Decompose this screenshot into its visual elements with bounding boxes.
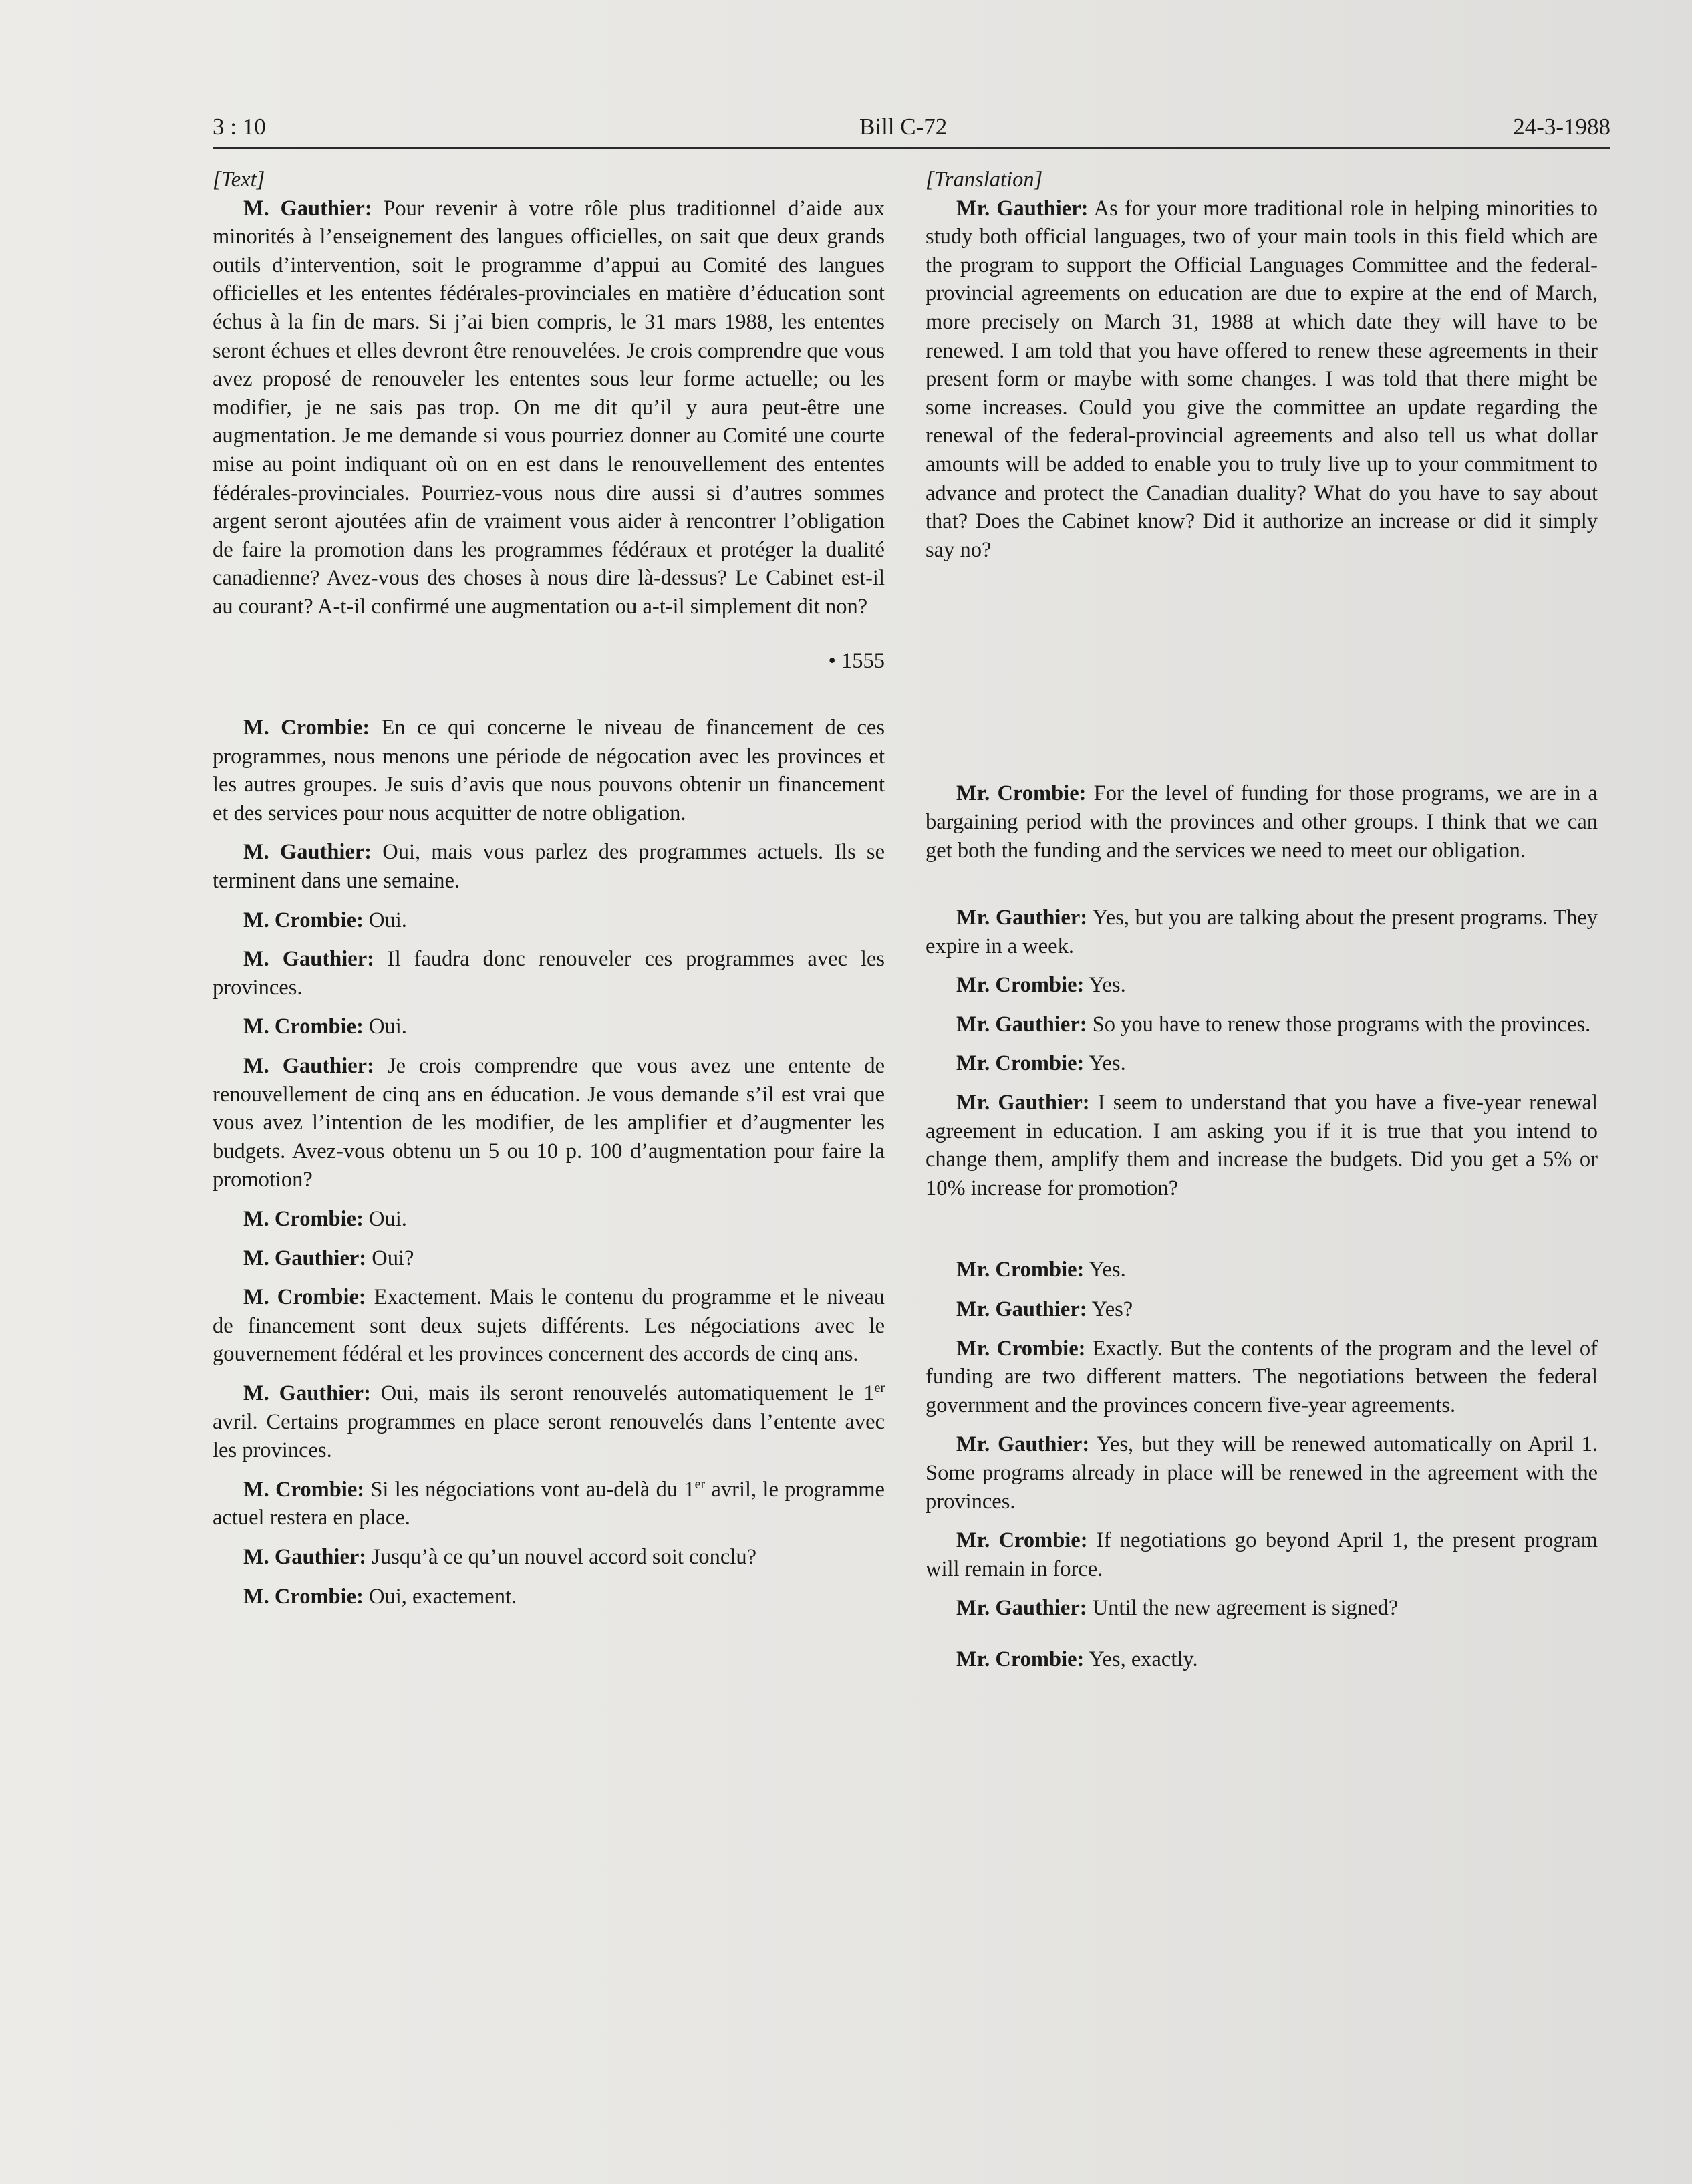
speaker-name: Mr. Crombie:: [956, 1336, 1086, 1361]
column-spacer: [926, 564, 1598, 779]
paragraph-text: avril, le programme actuel restera en place.: [213, 1477, 885, 1530]
speaker-name: Mr. Crombie:: [956, 1258, 1085, 1282]
paragraph-text: As for your more traditional role in helping minorities to study both official languages, two of your main tools in this field which are the program to support the Official Languages Committee and the federal-provincial agreements on education are due to expire at the end of March, more precisely on March 31, 1988 at which date they will have to be renewed. I am told that you have offered to renew these agreements in their present form or maybe with some changes. I was told that there might be some increases. Could you give the committee an update regarding the renewal of the federal-provincial agreements and also tell us what dollar amounts will be added to enable you to truly live up to your commitment to advance and protect the Canadian duality? What do you have to say about that? Does the Cabinet know? Did it authorize an increase or did it simply say no?: [926, 196, 1598, 562]
french-column: [213, 166, 885, 1611]
paragraph-text: Jusqu’à ce qu’un nouvel accord soit conclu?: [366, 1544, 757, 1569]
paragraph-text: Oui, mais vous parlez des programmes actuels. Ils se terminent dans une semaine.: [213, 840, 885, 894]
english-paragraph: [926, 779, 1598, 865]
paragraph-text: Oui.: [363, 908, 407, 932]
header-date: 24-3-1988: [1513, 114, 1610, 140]
speaker-name: M. Crombie:: [243, 1207, 364, 1231]
french-paragraph: [213, 714, 885, 827]
french-paragraph: [213, 838, 885, 895]
paragraph-text: Exactement. Mais le contenu du programme et le niveau de financement sont deux sujets différents. Les négociations avec le gouvernement fédéral et les provinces concernent des accords de cinq ans.: [213, 1285, 885, 1367]
speaker-name: Mr. Gauthier:: [956, 906, 1088, 930]
speaker-name: M. Gauthier:: [243, 840, 372, 865]
french-paragraph: [213, 906, 885, 935]
french-paragraph: [213, 1543, 885, 1572]
english-paragraph: [926, 1256, 1598, 1284]
paragraph-text: Exactly. But the contents of the program and the level of funding are two different matters. The negotiations between the federal government and the provinces concern five-year agreements.: [926, 1336, 1598, 1417]
speaker-name: Mr. Gauthier:: [956, 196, 1089, 221]
paragraph-text: Until the new agreement is signed?: [1087, 1596, 1399, 1621]
paragraph-text: Yes.: [1084, 1258, 1126, 1282]
english-paragraph: [926, 1010, 1598, 1039]
speaker-name: M. Crombie:: [243, 908, 364, 932]
english-paragraph: [926, 1645, 1598, 1674]
page-header: [213, 112, 1610, 149]
paragraph-text: En ce qui concerne le niveau de financement de ces programmes, nous menons une période de négocation avec les provinces et les autres groupes. Je suis d’avis que nous pouvons obtenir un financement et des services pour nous acquitter de notre obligation.: [213, 716, 885, 825]
paragraph-text: Oui, mais ils seront renouvelés automatiquement le 1: [370, 1381, 875, 1405]
speaker-name: M. Crombie:: [243, 1477, 365, 1502]
english-paragraph: [926, 1089, 1598, 1202]
speaker-name: Mr. Gauthier:: [956, 1297, 1087, 1322]
english-paragraph: [926, 194, 1598, 565]
paragraph-text: Je crois comprendre que vous avez une entente de renouvellement de cinq ans en éducation. Je vous demande s’il est vrai que vous avez l’intention de les modifier, de les amplifier et d’augmenter les budgets. Avez-vous obtenu un 5 ou 10 p. 100 d’augmentation pour faire la promotion?: [213, 1054, 885, 1192]
paragraph-text: Oui.: [363, 1014, 407, 1039]
speaker-name: Mr. Crombie:: [956, 1647, 1085, 1671]
speaker-name: Mr. Gauthier:: [956, 1596, 1087, 1621]
paragraph-text: If negotiations go beyond April 1, the present program will remain in force.: [926, 1528, 1598, 1581]
english-column-label: [Translation]: [926, 168, 1043, 192]
english-paragraph: [926, 1335, 1598, 1420]
paragraph-text: Yes, exactly.: [1084, 1647, 1198, 1671]
speaker-name: Mr. Crombie:: [956, 1528, 1088, 1553]
paragraph-text: Oui.: [363, 1207, 407, 1231]
french-paragraph: [213, 194, 885, 622]
english-paragraph: [926, 971, 1598, 1000]
paragraph-text: Yes?: [1087, 1297, 1133, 1322]
paragraph-text: Il faudra donc renouveler ces programmes avec les provinces.: [213, 947, 885, 1000]
paragraph-text: Yes.: [1084, 973, 1126, 998]
paragraph-text: For the level of funding for those programs, we are in a bargaining period with the provinces and other groups. I think that we can get both the funding and the services we need to meet our obligation.: [926, 781, 1598, 863]
time-marker: • 1555: [828, 648, 885, 673]
speaker-name: Mr. Gauthier:: [956, 1091, 1090, 1115]
french-paragraph: [213, 1583, 885, 1611]
paragraph-text: Si les négociations vont au-delà du 1: [364, 1477, 695, 1502]
paragraph-text: Yes, but they will be renewed automatically on April 1. Some programs already in place will be renewed in the agreement with the provinces.: [926, 1432, 1598, 1514]
speaker-name: M. Gauthier:: [243, 947, 374, 972]
paragraph-text: Oui?: [366, 1246, 414, 1270]
superscript: er: [874, 1381, 885, 1396]
speaker-name: M. Crombie:: [243, 1584, 364, 1609]
english-paragraph: [926, 904, 1598, 960]
page-reference: 3 : 10: [213, 114, 266, 140]
superscript: er: [694, 1476, 706, 1492]
french-column-label: [Text]: [213, 168, 265, 192]
speaker-name: M. Gauthier:: [243, 1246, 367, 1270]
speaker-name: Mr. Crombie:: [956, 973, 1085, 998]
english-paragraph: [926, 1430, 1598, 1516]
speaker-name: M. Gauthier:: [243, 196, 372, 221]
speaker-name: M. Crombie:: [243, 716, 370, 740]
french-paragraph: [213, 1205, 885, 1234]
speaker-name: M. Gauthier:: [243, 1544, 367, 1569]
column-spacer: [926, 1202, 1598, 1245]
speaker-name: M. Gauthier:: [243, 1054, 374, 1079]
paragraph-text: I seem to understand that you have a five-year renewal agreement in education. I am asking you if it is true that you intend to change them, amplify them and increase the budgets. Did you get a 5% or 10% increase for promotion?: [926, 1091, 1598, 1200]
paragraph-text: So you have to renew those programs with the provinces.: [1087, 1012, 1591, 1037]
english-paragraph: [926, 1295, 1598, 1324]
speaker-name: Mr. Gauthier:: [956, 1432, 1090, 1457]
paragraph-text: Yes, but you are talking about the present programs. They expire in a week.: [926, 906, 1598, 958]
french-paragraph: [213, 1244, 885, 1273]
speaker-name: M. Crombie:: [243, 1014, 364, 1039]
french-paragraph: [213, 1379, 885, 1465]
english-paragraph: [926, 1594, 1598, 1623]
french-paragraph: [213, 1283, 885, 1369]
bill-title: Bill C-72: [859, 114, 948, 140]
paragraph-text: Oui, exactement.: [363, 1584, 517, 1609]
paragraph-text: Pour revenir à votre rôle plus traditionnel d’aide aux minorités à l’enseignement des langues officielles, on sait que deux grands outils d’intervention, soit le programme d’appui au Comité des langues officielles et les ententes fédérales-provinciales en matière d’éducation sont échus à la fin de mars. Si j’ai bien compris, le 31 mars 1988, les ententes seront échues et elles devront être renouvelées. Je crois comprendre que vous avez proposé de renouveler les ententes sous leur forme actuelle; ou les modifier, je ne sais pas trop. On me dit qu’il y aura peut-être une augmentation. Je me demande si vous pourriez donner au Comité une courte mise au point indiquant où on en est dans le renouvellement des ententes fédérales-provinciales. Pourriez-vous nous dire aussi si d’autres sommes argent seront ajoutées afin de vraiment vous aider à rencontrer l’obligation de faire la promotion dans les programmes fédéraux et protéger la dualité canadienne? Avez-vous des choses à nous dire là-dessus? Le Cabinet est-il au courant? A-t-il confirmé une augmentation ou a-t-il simplement dit non?: [213, 196, 885, 619]
speaker-name: Mr. Crombie:: [956, 781, 1087, 806]
speaker-name: M. Crombie:: [243, 1285, 366, 1310]
english-paragraph: [926, 1049, 1598, 1078]
speaker-name: M. Gauthier:: [243, 1381, 371, 1405]
english-column: [926, 166, 1598, 1674]
paragraph-text: Yes.: [1084, 1051, 1126, 1076]
speaker-name: Mr. Gauthier:: [956, 1012, 1087, 1037]
french-paragraph: [213, 1012, 885, 1041]
english-paragraph: [926, 1526, 1598, 1583]
french-paragraph: [213, 945, 885, 1002]
french-paragraph: [213, 1476, 885, 1532]
paragraph-text: avril. Certains programmes en place seront renouvelés dans l’entente avec les provinces.: [213, 1409, 885, 1463]
speaker-name: Mr. Crombie:: [956, 1051, 1085, 1076]
french-paragraph: [213, 1052, 885, 1194]
